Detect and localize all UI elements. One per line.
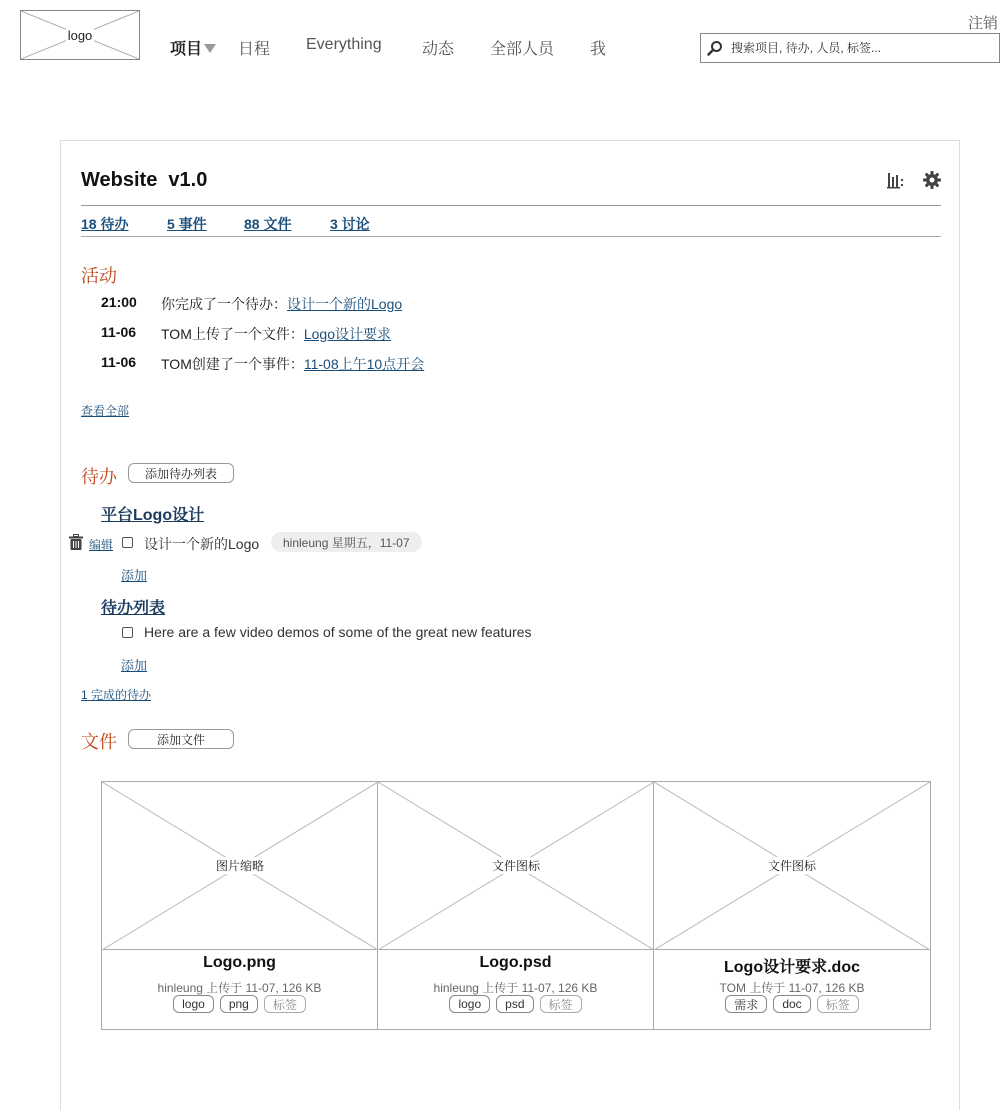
stat-todos-link[interactable]: 18 待办 — [81, 216, 129, 232]
file-card[interactable] — [378, 782, 654, 1029]
file-meta: hinleung 上传于 11-07, 126 KB — [433, 981, 598, 995]
tag[interactable]: logo — [449, 995, 490, 1013]
tag[interactable]: doc — [773, 995, 810, 1013]
tag[interactable]: psd — [496, 995, 533, 1013]
thumbnail-label: 文件图标 — [767, 859, 816, 873]
nav-item-projects[interactable] — [170, 36, 216, 59]
file-card[interactable] — [102, 782, 378, 1029]
file-card[interactable] — [654, 782, 930, 1029]
trash-icon[interactable] — [69, 534, 83, 550]
file-tags — [378, 995, 653, 1013]
todo-item — [121, 622, 621, 644]
file-thumbnail[interactable] — [102, 782, 378, 950]
logo-text: logo — [67, 27, 93, 43]
gear-icon[interactable] — [923, 171, 941, 189]
chart-icon[interactable] — [887, 171, 907, 189]
stat-files-link[interactable]: 88 文件 — [244, 216, 292, 232]
activity-time: 11-06 — [101, 324, 137, 340]
todo-list-title[interactable]: 平台Logo设计 — [101, 507, 205, 524]
files-heading: 文件 — [81, 732, 117, 752]
activity-text: TOM创建了一个事件： — [161, 356, 304, 372]
add-todo-list-button[interactable]: 添加待办列表 — [128, 463, 234, 483]
search-icon — [707, 40, 723, 56]
todo-text: Here are a few video demos of some of the great new features — [144, 624, 532, 640]
nav-item-schedule[interactable]: 日程 — [238, 41, 271, 58]
add-file-button[interactable]: 添加文件 — [128, 729, 234, 749]
activity-time: 11-06 — [101, 354, 137, 370]
activity-time: 21:00 — [101, 294, 137, 310]
todo-assignee-badge: hinleung 星期五，11-07 — [271, 532, 422, 552]
activity-text: TOM上传了一个文件： — [161, 326, 304, 342]
nav-item-activity[interactable]: 动态 — [422, 41, 455, 58]
add-tag-button[interactable]: 标签 — [540, 995, 582, 1013]
add-tag-button[interactable]: 标签 — [264, 995, 306, 1013]
stats-divider — [81, 236, 941, 237]
stat-discussions-link[interactable]: 3 讨论 — [330, 216, 370, 232]
nav-item-everything[interactable]: Everything — [306, 36, 382, 53]
add-todo-link[interactable]: 添加 — [121, 568, 148, 583]
todos-heading: 待办 — [81, 467, 117, 487]
project-title: Website v1.0 — [81, 169, 208, 191]
project-panel — [60, 140, 960, 1110]
thumbnail-label: 文件图标 — [491, 859, 540, 873]
completed-todos-link[interactable]: 1 完成的待办 — [81, 688, 152, 702]
nav-label: 项目 — [170, 41, 203, 58]
file-name[interactable]: Logo设计要求.doc — [724, 959, 860, 976]
tag[interactable]: logo — [173, 995, 214, 1013]
file-name[interactable]: Logo.psd — [479, 954, 552, 971]
edit-todo-link[interactable]: 编辑 — [89, 538, 114, 552]
nav-item-people[interactable]: 全部人员 — [490, 41, 555, 58]
activity-link[interactable]: Logo设计要求 — [303, 326, 392, 342]
add-todo-link[interactable]: 添加 — [121, 658, 148, 673]
file-tags — [654, 995, 930, 1013]
nav-item-me[interactable]: 我 — [590, 41, 607, 58]
title-divider — [81, 205, 941, 206]
logout-link[interactable]: 注销 — [967, 15, 998, 32]
files-grid — [101, 781, 931, 1030]
tag[interactable]: 需求 — [725, 995, 767, 1013]
add-tag-button[interactable]: 标签 — [817, 995, 859, 1013]
todo-checkbox[interactable] — [122, 537, 133, 548]
logo-placeholder[interactable] — [20, 10, 140, 60]
file-tags — [102, 995, 377, 1013]
todo-list-title[interactable]: 待办列表 — [101, 600, 166, 617]
tag[interactable]: png — [220, 995, 258, 1013]
todo-text: 设计一个新的Logo — [144, 536, 260, 552]
file-name[interactable]: Logo.png — [203, 954, 276, 971]
thumbnail-label: 图片缩略 — [215, 859, 264, 873]
caret-down-icon — [204, 44, 216, 53]
file-thumbnail[interactable] — [654, 782, 930, 950]
activity-text: 你完成了一个待办： — [161, 296, 287, 312]
activity-heading: 活动 — [81, 266, 117, 286]
search-input[interactable] — [731, 38, 991, 58]
file-thumbnail[interactable] — [378, 782, 654, 950]
todo-item — [121, 532, 441, 554]
search-box — [700, 33, 1000, 63]
stat-events-link[interactable]: 5 事件 — [167, 216, 207, 232]
activity-link[interactable]: 设计一个新的Logo — [287, 296, 403, 312]
file-meta: hinleung 上传于 11-07, 126 KB — [157, 981, 322, 995]
activity-link[interactable]: 11-08上午10点开会 — [303, 356, 425, 372]
view-all-activity-link[interactable]: 查看全部 — [81, 404, 130, 418]
todo-checkbox[interactable] — [122, 627, 133, 638]
file-meta: TOM 上传于 11-07, 126 KB — [719, 981, 865, 995]
